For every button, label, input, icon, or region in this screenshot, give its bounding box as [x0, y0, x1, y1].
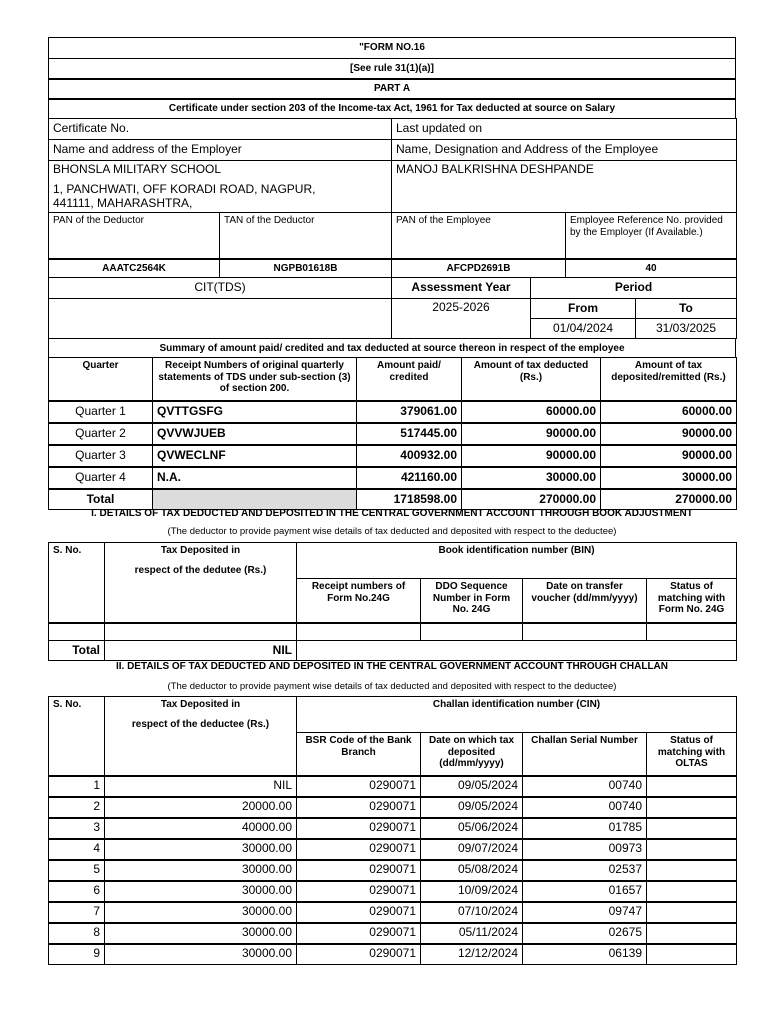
challan-challan-serial: 06139 — [523, 944, 647, 965]
to-label: To — [636, 299, 737, 319]
challan-sno: 1 — [49, 776, 105, 797]
pan-deductor-label: PAN of the Deductor — [49, 213, 220, 259]
book-col-status: Status of matching with Form No. 24G — [647, 579, 737, 623]
challan-challan-serial: 01785 — [523, 818, 647, 839]
form-header — [48, 37, 736, 510]
challan-row — [49, 776, 737, 797]
certificate-caption: Certificate under section 203 of the Income-tax Act, 1961 for Tax deducted at source on Salary — [49, 99, 736, 119]
challan-row — [49, 923, 737, 944]
summary-amount-paid: 400932.00 — [357, 445, 462, 467]
challan-deposit-date: 05/08/2024 — [421, 860, 523, 881]
challan-tax-deposited: 20000.00 — [105, 797, 297, 818]
challan-subheading: (The deductor to provide payment wise details of tax deducted and deposited with respect to the deductee) — [167, 681, 617, 692]
summary-header-amount-paid: Amount paid/ credited — [357, 358, 462, 401]
challan-bsr-code: 0290071 — [297, 944, 421, 965]
challan-sno-header: S. No. — [49, 697, 105, 776]
summary-quarter: Quarter 4 — [49, 467, 153, 489]
summary-receipt-number: QVWECLNF — [153, 445, 357, 467]
book-total-value: NIL — [105, 641, 297, 661]
challan-tax-deposited: NIL — [105, 776, 297, 797]
challan-tax-deposited: 30000.00 — [105, 944, 297, 965]
cit-tds-label: CIT(TDS) — [49, 278, 392, 299]
from-label: From — [531, 299, 636, 319]
summary-total-label: Total — [49, 489, 153, 510]
summary-tax-deposited: 90000.00 — [601, 445, 737, 467]
challan-sno: 3 — [49, 818, 105, 839]
book-total-blank — [297, 641, 737, 661]
challan-deposit-date: 10/09/2024 — [421, 881, 523, 902]
rule-reference: [See rule 31(1)(a)] — [49, 59, 736, 79]
challan-sno: 2 — [49, 797, 105, 818]
period-label: Period — [531, 278, 737, 299]
challan-bsr-code: 0290071 — [297, 881, 421, 902]
challan-row — [49, 902, 737, 923]
challan-sno: 8 — [49, 923, 105, 944]
challan-col-status: Status of matching with OLTAS — [647, 733, 737, 776]
challan-oltas-status — [647, 944, 737, 965]
summary-quarter: Quarter 1 — [49, 401, 153, 423]
challan-challan-serial: 01657 — [523, 881, 647, 902]
employer-address: 1, PANCHWATI, OFF KORADI ROAD, NAGPUR, 441111, MAHARASHTRA, — [53, 181, 316, 210]
summary-tax-deposited: 30000.00 — [601, 467, 737, 489]
summary-receipt-number: N.A. — [153, 467, 357, 489]
book-tax-header — [105, 543, 297, 623]
challan-deposit-date: 05/06/2024 — [421, 818, 523, 839]
summary-tax-deducted: 60000.00 — [462, 401, 601, 423]
form-title: "FORM NO.16 — [49, 38, 736, 59]
challan-bsr-code: 0290071 — [297, 839, 421, 860]
challan-tax-header-line1: Tax Deposited in — [160, 699, 241, 710]
summary-total-amount-paid: 1718598.00 — [357, 489, 462, 510]
challan-challan-serial: 02537 — [523, 860, 647, 881]
summary-header-receipt: Receipt Numbers of original quarterly statements of TDS under sub-section (3) of section 200. — [153, 358, 357, 401]
book-adjustment-subheading: (The deductor to provide payment wise details of tax deducted and deposited with respect to the deductee) — [167, 526, 617, 537]
challan-sno: 5 — [49, 860, 105, 881]
summary-row — [49, 401, 737, 423]
challan-row — [49, 944, 737, 965]
assessment-year-label: Assessment Year — [392, 278, 531, 299]
cin-header: Challan identification number (CIN) — [297, 697, 737, 733]
challan-tax-deposited: 30000.00 — [105, 839, 297, 860]
summary-total-tax-deducted: 270000.00 — [462, 489, 601, 510]
challan-oltas-status — [647, 839, 737, 860]
summary-row — [49, 467, 737, 489]
challan-bsr-code: 0290071 — [297, 902, 421, 923]
summary-quarter: Quarter 3 — [49, 445, 153, 467]
pan-employee-label: PAN of the Employee — [392, 213, 566, 259]
challan-challan-serial: 00973 — [523, 839, 647, 860]
challan-challan-serial: 00740 — [523, 797, 647, 818]
summary-amount-paid: 379061.00 — [357, 401, 462, 423]
challan-row — [49, 881, 737, 902]
challan-deposit-date: 12/12/2024 — [421, 944, 523, 965]
book-total-label: Total — [49, 641, 105, 661]
certificate-no-label: Certificate No. — [49, 119, 392, 140]
summary-tax-deducted: 90000.00 — [462, 423, 601, 445]
summary-total-receipt — [153, 489, 357, 510]
book-col-date: Date on transfer voucher (dd/mm/yyyy) — [523, 579, 647, 623]
employee-name: MANOJ BALKRISHNA DESHPANDE — [392, 161, 737, 213]
challan-sno: 6 — [49, 881, 105, 902]
challan-deposit-date: 07/10/2024 — [421, 902, 523, 923]
challan-sno: 9 — [49, 944, 105, 965]
challan-sno: 4 — [49, 839, 105, 860]
challan-bsr-code: 0290071 — [297, 776, 421, 797]
summary-caption: Summary of amount paid/ credited and tax deducted at source thereon in respect of the employee — [49, 339, 736, 358]
summary-total-row — [49, 489, 737, 510]
summary-total-tax-deposited: 270000.00 — [601, 489, 737, 510]
book-tax-header-line2: respect of the dedutee (Rs.) — [134, 564, 267, 576]
pan-deductor: AAATC2564K — [49, 259, 220, 278]
book-sno-header: S. No. — [49, 543, 105, 623]
summary-tax-deposited: 90000.00 — [601, 423, 737, 445]
challan-tax-header — [105, 697, 297, 776]
challan-row — [49, 818, 737, 839]
cit-tds-value — [49, 299, 392, 339]
employee-reference: 40 — [566, 259, 737, 278]
summary-table — [48, 357, 737, 510]
challan-challan-serial: 09747 — [523, 902, 647, 923]
challan-challan-serial: 00740 — [523, 776, 647, 797]
challan-bsr-code: 0290071 — [297, 860, 421, 881]
book-adjustment-table — [48, 542, 736, 661]
challan-bsr-code: 0290071 — [297, 923, 421, 944]
tan-deductor: NGPB01618B — [220, 259, 392, 278]
challan-sno: 7 — [49, 902, 105, 923]
period-from: 01/04/2024 — [531, 319, 636, 339]
challan-tax-deposited: 40000.00 — [105, 818, 297, 839]
challan-oltas-status — [647, 923, 737, 944]
book-col-ddo: DDO Sequence Number in Form No. 24G — [421, 579, 523, 623]
challan-tax-header-line2: respect of the deductee (Rs.) — [131, 718, 270, 730]
summary-header-tax-deposited: Amount of tax deposited/remitted (Rs.) — [601, 358, 737, 401]
employee-reference-label: Employee Reference No. provided by the Employer (If Available.) — [566, 213, 737, 259]
summary-receipt-number: QVTTGSFG — [153, 401, 357, 423]
book-adjustment-heading: I. DETAILS OF TAX DEDUCTED AND DEPOSITED IN THE CENTRAL GOVERNMENT ACCOUNT THROUGH BOOK ADJUSTMENT — [91, 508, 693, 519]
summary-receipt-number: QVVWJUEB — [153, 423, 357, 445]
challan-deposit-date: 05/11/2024 — [421, 923, 523, 944]
challan-row — [49, 839, 737, 860]
bin-header: Book identification number (BIN) — [297, 543, 737, 579]
summary-tax-deducted: 90000.00 — [462, 445, 601, 467]
employer-cell — [49, 161, 392, 213]
challan-tax-deposited: 30000.00 — [105, 881, 297, 902]
summary-amount-paid: 421160.00 — [357, 467, 462, 489]
last-updated-label: Last updated on — [392, 119, 737, 140]
summary-tax-deducted: 30000.00 — [462, 467, 601, 489]
challan-table — [48, 696, 736, 965]
challan-heading: II. DETAILS OF TAX DEDUCTED AND DEPOSITED IN THE CENTRAL GOVERNMENT ACCOUNT THROUGH CHALLAN — [115, 661, 669, 672]
challan-oltas-status — [647, 881, 737, 902]
challan-oltas-status — [647, 776, 737, 797]
challan-deposit-date: 09/05/2024 — [421, 797, 523, 818]
challan-tax-deposited: 30000.00 — [105, 923, 297, 944]
pan-employee: AFCPD2691B — [392, 259, 566, 278]
employee-label: Name, Designation and Address of the Employee — [392, 140, 737, 161]
summary-row — [49, 423, 737, 445]
employer-name: BHONSLA MILITARY SCHOOL — [53, 162, 222, 176]
challan-col-bsr: BSR Code of the Bank Branch — [297, 733, 421, 776]
challan-deposit-date: 09/07/2024 — [421, 839, 523, 860]
summary-header-quarter: Quarter — [49, 358, 153, 401]
challan-oltas-status — [647, 797, 737, 818]
summary-amount-paid: 517445.00 — [357, 423, 462, 445]
challan-tax-deposited: 30000.00 — [105, 860, 297, 881]
challan-oltas-status — [647, 902, 737, 923]
summary-quarter: Quarter 2 — [49, 423, 153, 445]
challan-row — [49, 797, 737, 818]
summary-row — [49, 445, 737, 467]
assessment-year: 2025-2026 — [392, 299, 531, 339]
challan-col-date: Date on which tax deposited (dd/mm/yyyy) — [421, 733, 523, 776]
book-empty-row — [49, 623, 737, 641]
challan-oltas-status — [647, 860, 737, 881]
challan-bsr-code: 0290071 — [297, 818, 421, 839]
challan-bsr-code: 0290071 — [297, 797, 421, 818]
challan-row — [49, 860, 737, 881]
summary-header-tax-deducted: Amount of tax deducted (Rs.) — [462, 358, 601, 401]
challan-col-serial: Challan Serial Number — [523, 733, 647, 776]
summary-tax-deposited: 60000.00 — [601, 401, 737, 423]
challan-challan-serial: 02675 — [523, 923, 647, 944]
challan-oltas-status — [647, 818, 737, 839]
employer-label: Name and address of the Employer — [49, 140, 392, 161]
challan-deposit-date: 09/05/2024 — [421, 776, 523, 797]
book-col-receipt: Receipt numbers of Form No.24G — [297, 579, 421, 623]
tan-deductor-label: TAN of the Deductor — [220, 213, 392, 259]
period-to: 31/03/2025 — [636, 319, 737, 339]
book-tax-header-line1: Tax Deposited in — [160, 545, 241, 556]
part-label: PART A — [49, 79, 736, 99]
challan-tax-deposited: 30000.00 — [105, 902, 297, 923]
